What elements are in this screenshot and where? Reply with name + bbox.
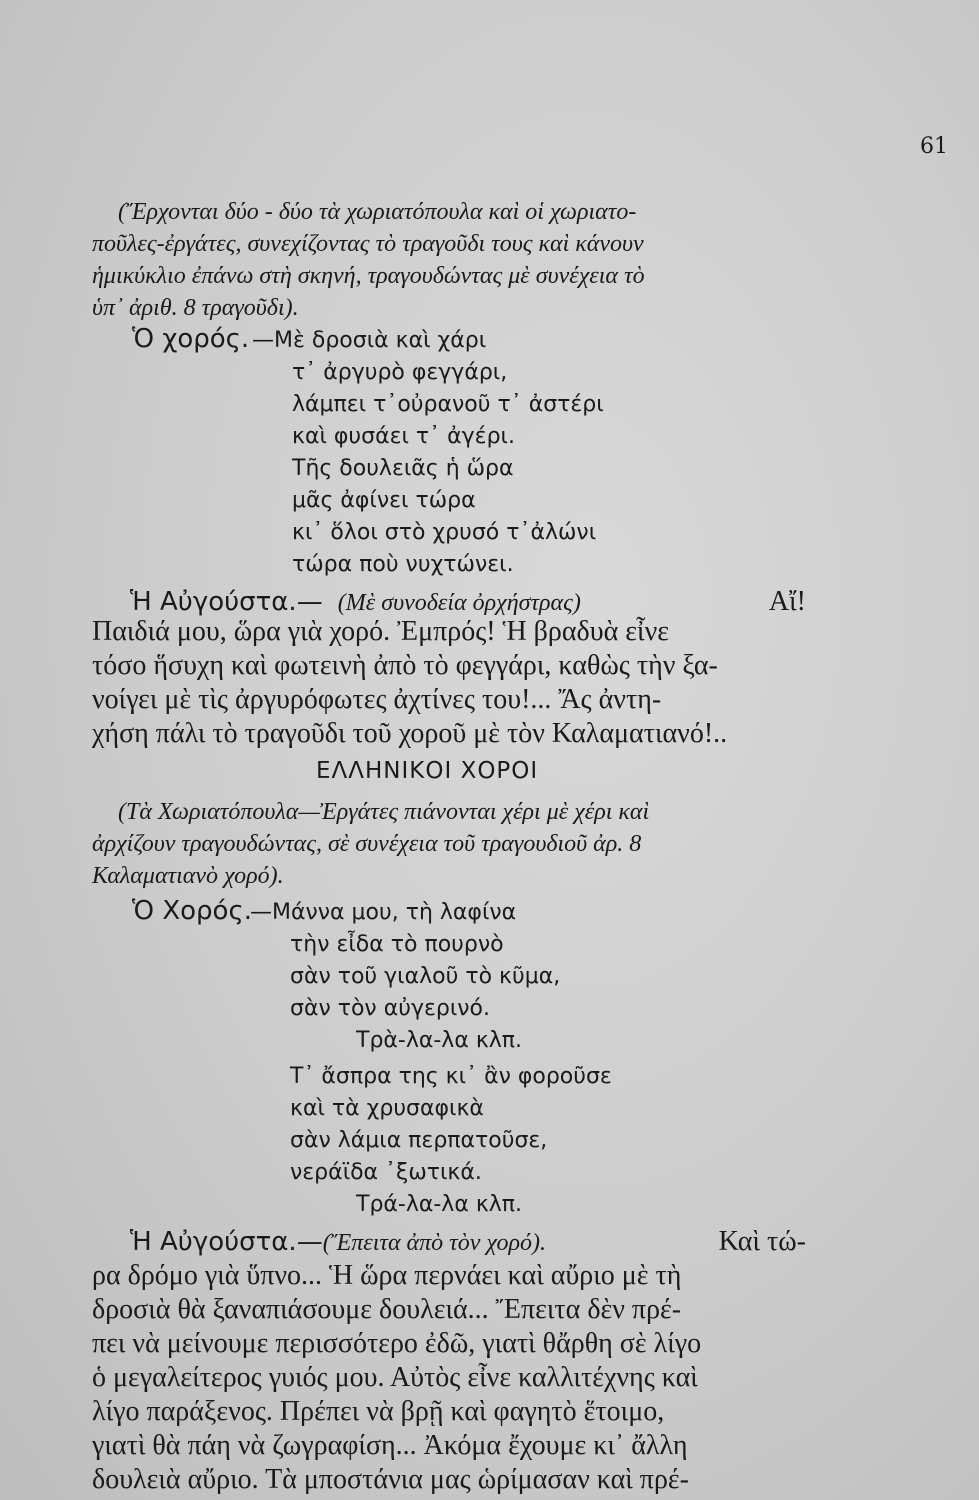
speech-text: Αἴ!: [768, 586, 806, 617]
page-number: 61: [920, 134, 948, 159]
verse-line: σὰν τοῦ γιαλοῦ τὸ κῦμα,: [290, 964, 561, 989]
verse-line: σὰν λάμια περπατοῦσε,: [290, 1128, 548, 1153]
verse-line: νεράϊδα ᾽ξωτικά.: [290, 1160, 482, 1185]
speech-line: [92, 652, 806, 680]
verse-line: —Μάννα μου, τὴ λαφίνα: [250, 900, 517, 925]
verse-line: Τ᾽ ἄσπρα της κι᾽ ἂν φοροῦσε: [290, 1064, 612, 1089]
stage-direction: (Ἔπειτα ἀπὸ τὸν χορό).: [322, 1230, 546, 1256]
speech-line: [92, 618, 806, 646]
verse-line: κι᾽ ὅλοι στὸ χρυσό τ᾽ἀλώνι: [292, 520, 597, 545]
speech-line: [92, 1364, 806, 1392]
stage-direction-line: ἡμικύκλιο ἐπάνω στὴ σκηνή, τραγουδώντας μὲ συνέχεια τὸ: [92, 263, 645, 289]
speech-text: δροσιὰ θὰ ξαναπιάσουμε δουλειά... Ἔπειτα δὲν πρέ-: [92, 1294, 682, 1325]
stage-direction-line: Καλαματιανὸ χορό).: [92, 863, 284, 889]
verse-line: σὰν τὸν αὐγερινό.: [290, 996, 491, 1021]
verse-line: καὶ τὰ χρυσαφικὰ: [290, 1096, 484, 1121]
speech-line: [92, 1262, 806, 1290]
stage-direction-line: (Τὰ Χωριατόπουλα—Ἐργάτες πιάνονται χέρι μὲ χέρι καὶ: [118, 799, 650, 825]
verse-line: τώρα ποὺ νυχτώνει.: [292, 552, 514, 577]
speech-line: [92, 1330, 806, 1358]
stage-direction-line: ὑπ᾽ ἀριθ. 8 τραγοῦδι).: [92, 295, 299, 321]
speech-text: λίγο παράξενος. Πρέπει νὰ βρῇ καὶ φαγητὸ ἕτοιμο,: [92, 1396, 665, 1427]
speech-text: Παιδιά μου, ὥρα γιὰ χορό. Ἐμπρός! Ἡ βραδυὰ εἶνε: [92, 616, 669, 647]
speech-text: δουλειὰ αὔριο. Τὰ μποστάνια μας ὡρίμασαν καὶ πρέ-: [92, 1464, 689, 1495]
verse-line: τ᾽ ἀργυρὸ φεγγάρι,: [292, 360, 508, 385]
verse-line: Τρὰ-λα-λα κλπ.: [356, 1028, 523, 1053]
verse-line: Τρά-λα-λα κλπ.: [356, 1192, 523, 1217]
stage-direction-line: ἀρχίζουν τραγουδώντας, σὲ συνέχεια τοῦ τραγουδιοῦ ἀρ. 8: [92, 831, 642, 857]
speech-line: [92, 1466, 806, 1494]
verse-line: τὴν εἶδα τὸ πουρνὸ: [290, 932, 504, 957]
speech-text: πει νὰ μείνουμε περισσότερο ἐδῶ, γιατὶ θἄρθη σὲ λίγο: [92, 1328, 702, 1359]
speaker-name: Ἡ Αὐγούστα.: [130, 587, 297, 617]
speech-dash: —: [296, 1227, 323, 1257]
verse-line: —Μὲ δροσιὰ καὶ χάρι: [252, 328, 487, 353]
speech-text: Καὶ τώ-: [718, 1226, 806, 1257]
speech-text: ρα δρόμο γιὰ ὕπνο... Ἡ ὥρα περνάει καὶ αὔριο μὲ τὴ: [92, 1260, 682, 1291]
speech-first-line: [130, 1228, 806, 1256]
speech-line: [92, 720, 806, 748]
speaker-name: Ἡ Αὐγούστα.: [130, 1227, 297, 1257]
speech-dash: —: [296, 587, 323, 617]
speech-text: ὁ μεγαλείτερος γυιός μου. Αὐτὸς εἶνε καλλιτέχνης καὶ: [92, 1362, 698, 1393]
speech-line: [92, 1296, 806, 1324]
verse-line: λάμπει τ᾽οὐρανοῦ τ᾽ ἀστέρι: [292, 392, 604, 417]
section-heading: ΕΛΛΗΝΙΚΟΙ ΧΟΡΟΙ: [316, 758, 539, 784]
verse-line: Τῆς δουλειᾶς ἡ ὥρα: [292, 456, 514, 481]
stage-direction: (Μὲ συνοδεία ὀρχήστρας): [337, 590, 581, 616]
stage-direction-line: (Ἔρχονται δύο - δύο τὰ χωριατόπουλα καὶ οἱ χωριατο-: [118, 199, 637, 225]
speech-text: γιατὶ θὰ πάη νὰ ζωγραφίση... Ἀκόμα ἔχουμε κι᾽ ἄλλη: [92, 1430, 688, 1461]
verse-line: καὶ φυσάει τ᾽ ἀγέρι.: [292, 424, 515, 449]
stage-direction-line: ποῦλες-ἐργάτες, συνεχίζοντας τὸ τραγοῦδι τους καὶ κάνουν: [92, 231, 644, 257]
speech-text: νοίγει μὲ τὶς ἀργυρόφωτες ἀχτίνες του!... Ἄς ἀντη-: [92, 684, 662, 715]
speech-line: [92, 686, 806, 714]
speech-line: [92, 1398, 806, 1426]
speech-text: χήση πάλι τὸ τραγοῦδι τοῦ χοροῦ μὲ τὸν Καλαματιανό!..: [92, 718, 728, 749]
speech-text: τόσο ἥσυχη καὶ φωτεινὴ ἀπὸ τὸ φεγγάρι, καθὼς τὴν ξα-: [92, 650, 718, 681]
verse-line: μᾶς ἀφίνει τώρα: [292, 488, 476, 513]
speech-first-line: [130, 588, 806, 616]
chorus-speaker: Ὁ Χορός.: [132, 896, 252, 926]
chorus-speaker: Ὁ χορός.: [132, 324, 250, 354]
speech-line: [92, 1432, 806, 1460]
